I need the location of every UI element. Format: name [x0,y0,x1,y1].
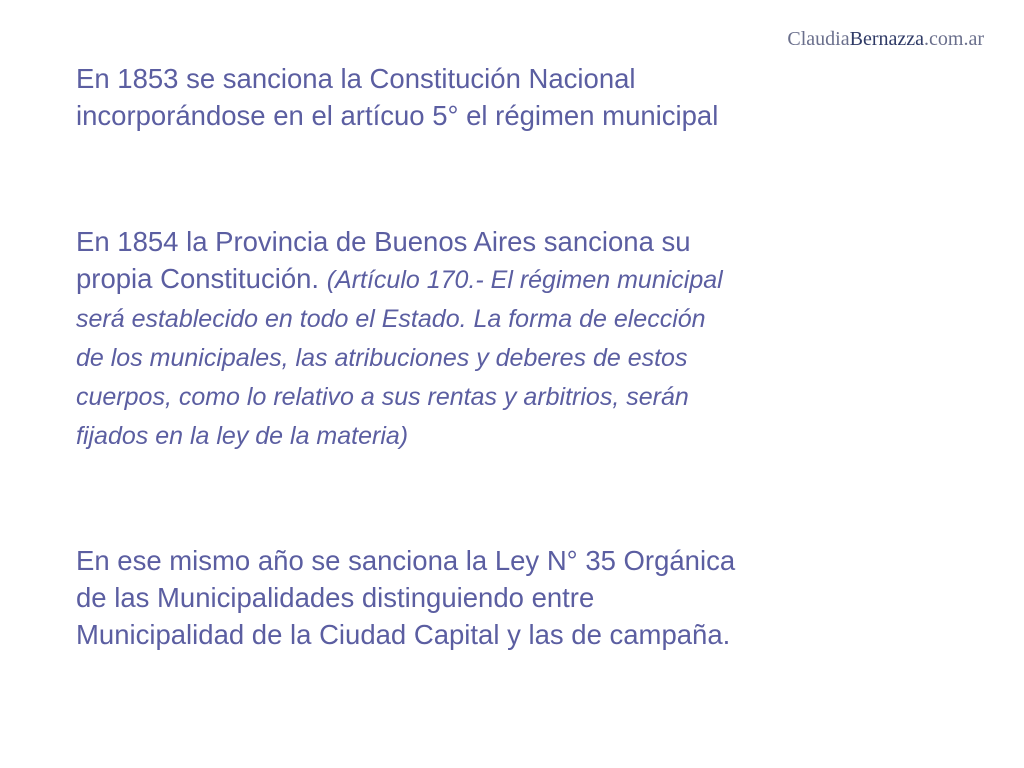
p3-line-3: Municipalidad de la Ciudad Capital y las de campaña. [76,619,731,650]
logo-part-bernazza: Bernazza [849,28,925,50]
paragraph-ley-35 [76,542,956,653]
p2-line-5: cuerpos, como lo relativo a sus rentas y arbitrios, serán [76,383,689,411]
p2-line-6: fijados en la ley de la materia) [76,422,409,450]
paragraph-1854 [76,223,956,455]
logo-part-claudia: Claudia [787,28,850,50]
site-logo [787,28,984,51]
logo-part-domain: .com.ar [924,28,984,50]
p1-line-2: incorporándose en el artícuo 5° el régimen municipal [76,100,719,131]
paragraph-1853 [76,60,956,134]
p3-line-1: En ese mismo año se sanciona la Ley N° 35 Orgánica [76,545,736,576]
p2-line-1: En 1854 la Provincia de Buenos Aires sanciona su [76,226,691,257]
p2-line-2-start: propia Constitución. [76,263,327,294]
p2-line-2-italic: (Artículo 170.- El régimen municipal [326,266,723,294]
p2-line-4: de los municipales, las atribuciones y deberes de estos [76,344,688,372]
p3-line-2: de las Municipalidades distinguiendo entre [76,582,595,613]
p2-line-3: será establecido en todo el Estado. La forma de elección [76,305,706,333]
p1-line-1: En 1853 se sanciona la Constitución Nacional [76,63,636,94]
